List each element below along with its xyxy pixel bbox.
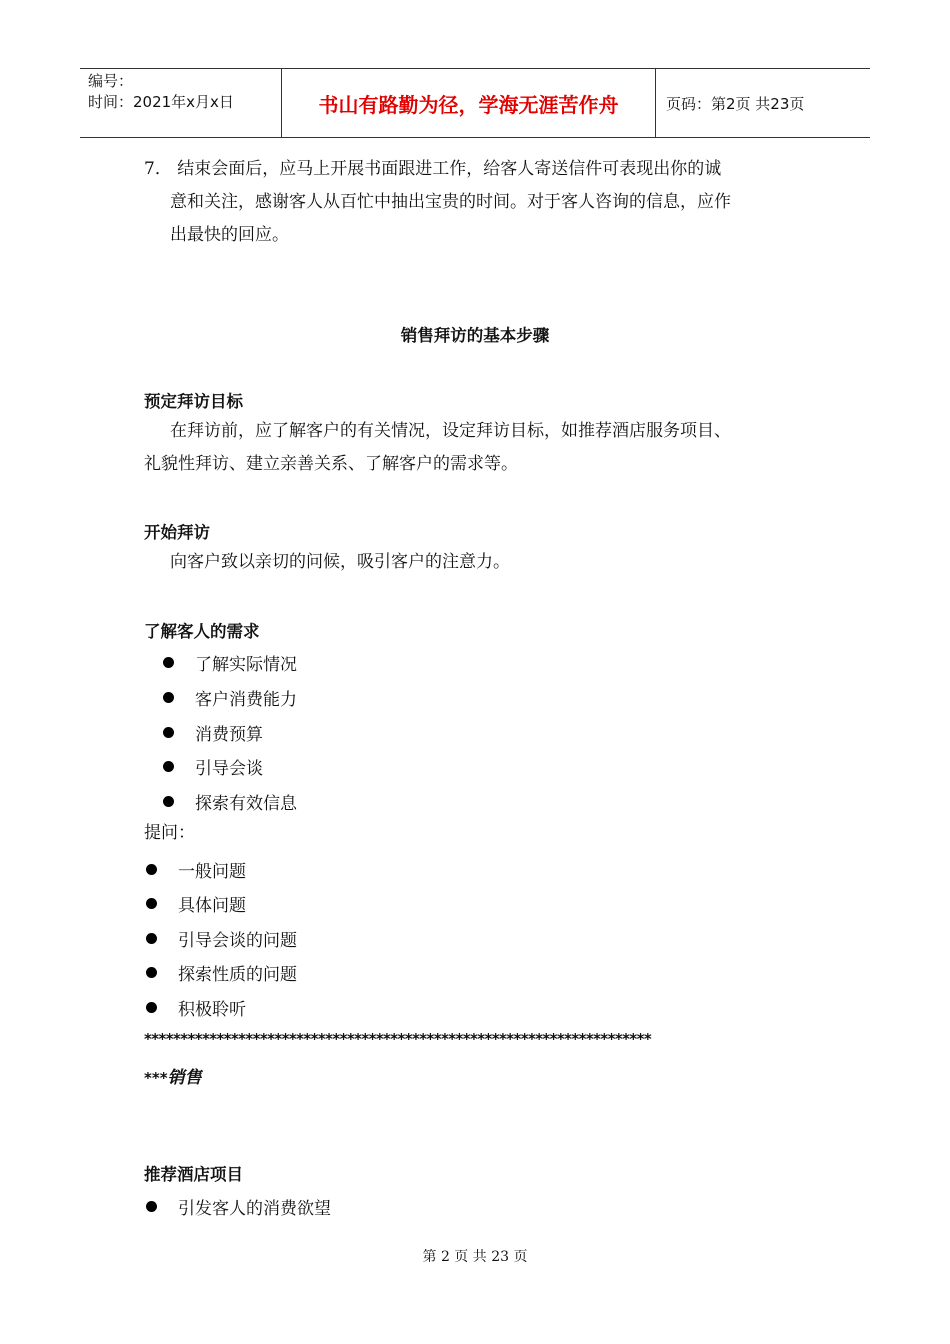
- list-item: 引导会谈: [163, 754, 263, 779]
- bullet-icon: [146, 864, 157, 875]
- start-heading: 开始拜访: [144, 523, 210, 542]
- item7-line2: 意和关注，感谢客人从百忙中抽出宝贵的时间。对于客人咨询的信息，应作: [170, 192, 731, 212]
- bullet-icon: [163, 761, 174, 772]
- number-label: 编号：: [88, 72, 134, 90]
- recommend-heading: 推荐酒店项目: [144, 1165, 243, 1184]
- page-footer: 第 2 页 共 23 页: [422, 1249, 528, 1265]
- needs-heading: 了解客人的需求: [144, 622, 260, 641]
- motto-text: 书山有路勤为径，学海无涯苦作舟: [318, 92, 619, 117]
- bullet-icon: [146, 967, 157, 978]
- separator-stars: **********************************************************************: [144, 1030, 652, 1048]
- separator-stars-tail: ***销售: [144, 1068, 202, 1088]
- bullet-icon: [146, 933, 157, 944]
- sales-word: 销售: [167, 1068, 202, 1088]
- list-item: 引导会谈的问题: [146, 926, 297, 951]
- list-item: 了解实际情况: [163, 650, 297, 675]
- list-item: 探索有效信息: [163, 789, 297, 814]
- goal-line1: 在拜访前，应了解客户的有关情况，设定拜访目标，如推荐酒店服务项目、: [170, 421, 731, 441]
- time-label: 时间：2021年x月x日: [88, 93, 234, 111]
- document-header: [80, 68, 870, 138]
- bullet-icon: [146, 898, 157, 909]
- start-line: 向客户致以亲切的问候，吸引客户的注意力。: [170, 552, 510, 572]
- bullet-icon: [146, 1201, 157, 1212]
- list-item: 引发客人的消费欲望: [146, 1194, 331, 1219]
- ask-label: 提问：: [144, 823, 195, 843]
- bullet-icon: [163, 796, 174, 807]
- list-item: 积极聆听: [146, 995, 246, 1020]
- header-motto-cell: [282, 69, 656, 137]
- bullet-icon: [163, 657, 174, 668]
- goal-line2: 礼貌性拜访、建立亲善关系、了解客户的需求等。: [144, 454, 518, 474]
- bullet-icon: [163, 692, 174, 703]
- list-item: 一般问题: [146, 857, 246, 882]
- bullet-icon: [163, 727, 174, 738]
- list-item: 消费预算: [163, 720, 263, 745]
- item7-line3: 出最快的回应。: [170, 225, 289, 245]
- item7-line1: 7． 结束会面后，应马上开展书面跟进工作，给客人寄送信件可表现出你的诚: [144, 159, 722, 179]
- list-item: 具体问题: [146, 891, 246, 916]
- list-item: 客户消费能力: [163, 685, 297, 710]
- header-meta: [80, 69, 282, 137]
- page-title: 销售拜访的基本步骤: [400, 326, 550, 345]
- bullet-icon: [146, 1002, 157, 1013]
- header-page-info: 页码：第2页 共23页: [666, 94, 805, 113]
- list-item: 探索性质的问题: [146, 960, 297, 985]
- goal-heading: 预定拜访目标: [144, 392, 243, 411]
